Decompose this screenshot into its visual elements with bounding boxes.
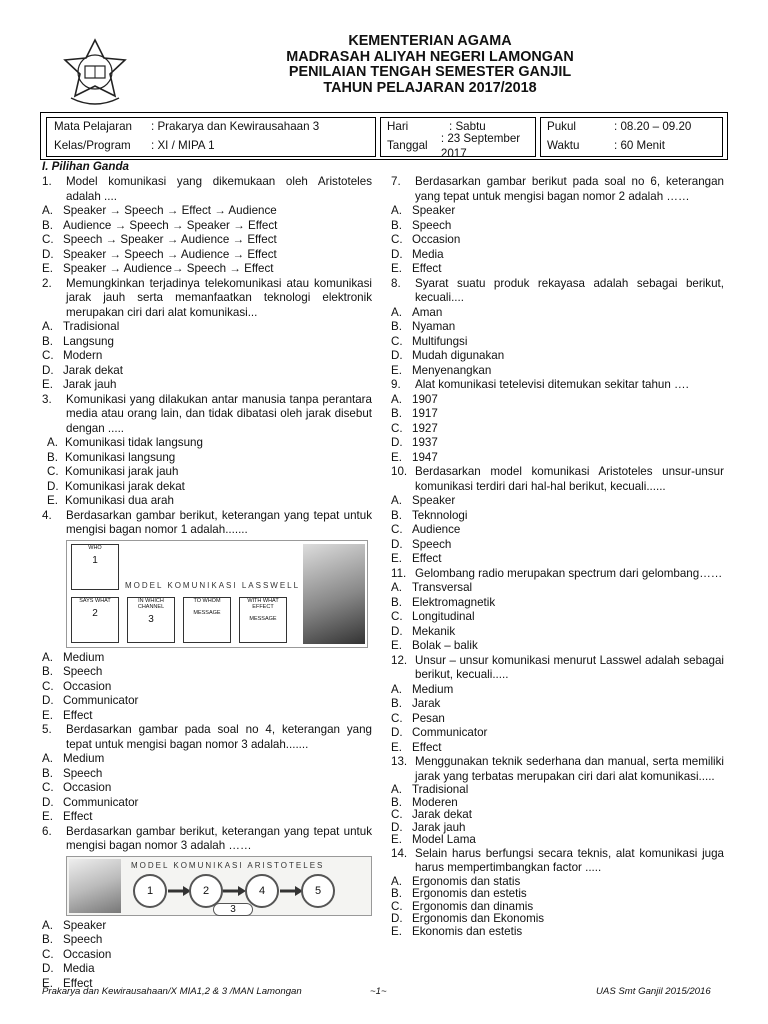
option-c[interactable]: C. 1927 [391,421,438,435]
option-e[interactable]: E. Ekonomis dan estetis [391,924,523,938]
option-d[interactable]: D. Speaker → Speech → Audience → Effect [42,247,277,261]
option-list [391,784,724,847]
question-text: Berdasarkan gambar berikut, keterangan yang tepat untuk mengisi bagan nomor 1 adalah....... [66,508,372,536]
option-d[interactable]: D. Jarak jauh [391,820,466,834]
option-list [42,919,372,992]
question-number: 1. [42,175,52,188]
question-number: 7. [391,175,401,188]
option-e[interactable]: E. Effect [391,552,442,565]
option-c[interactable]: C. Occasion [391,233,461,246]
date-value: : 23 September 2017 [440,132,521,160]
option-list [42,204,372,277]
question-number: 6. [42,824,52,838]
question-number: 9. [391,378,401,391]
lasswell-title: MODEL KOMUNIKASI LASSWELL [125,580,301,590]
question-14 [391,847,724,939]
option-b[interactable]: B. Speech [42,766,103,780]
option-b[interactable]: B. Audience → Speech → Speaker → Effect [42,218,278,232]
question-text: Syarat suatu produk rekayasa adalah sebagai berikut, kecuali.... [415,276,724,304]
aristoteles-model-figure [66,856,372,916]
option-d[interactable]: D. Speech [391,537,452,551]
question-7 [391,175,724,277]
option-a[interactable]: A. 1907 [391,392,438,406]
footer-exam-note: UAS Smt Ganjil 2015/2016 [596,986,711,997]
option-c[interactable]: C. Longitudinal [391,610,475,623]
option-d[interactable]: D. 1937 [391,436,438,449]
time-label: Pukul [547,120,577,134]
option-list [391,494,724,567]
question-number: 12. [391,653,408,667]
duration-label: Waktu [547,139,580,153]
option-list [42,752,372,825]
option-list [391,876,724,939]
subject-value: : Prakarya dan Kewirausahaan 3 [151,120,320,134]
option-b[interactable]: B. Teknnologi [391,508,468,522]
day-label: Hari [387,120,409,134]
option-a[interactable]: A. Komunikasi tidak langsung [47,436,203,449]
option-d[interactable]: D. Communicator [42,694,139,707]
question-10 [391,465,724,567]
option-d[interactable]: D. Media [42,962,95,975]
option-e[interactable]: E. Effect [391,740,442,754]
question-text: Unsur – unsur komunikasi menurut Lasswel adalah sebagai berikut, kecuali..... [415,653,724,681]
option-a[interactable]: A. Transversal [391,581,473,594]
day-value: : Sabtu [449,120,486,134]
question-number: 2. [42,276,52,290]
option-e[interactable]: E. Komunikasi dua arah [47,494,174,507]
option-d[interactable]: D. Communicator [42,795,139,809]
option-e[interactable]: E. Jarak jauh [42,378,117,391]
lasswell-box-says-what: SAYS WHAT 2 [71,597,119,643]
lasswell-box-who: WHO 1 [71,544,119,590]
option-a[interactable]: A. Speaker [391,494,456,507]
option-c[interactable]: C. Speech → Speaker → Audience → Effect [42,233,277,246]
option-e[interactable]: E. Menyenangkan [391,363,492,377]
question-11 [391,567,724,654]
option-b[interactable]: B. Speech [42,933,103,946]
kementerian-agama-logo [59,38,131,110]
question-12 [391,654,724,756]
aristoteles-node-4: 4 [245,874,279,908]
option-d[interactable]: D. Jarak dekat [42,363,123,377]
option-a[interactable]: A. Speaker → Speech → Effect → Audience [42,204,277,217]
option-b[interactable]: B. Jarak [391,697,441,710]
question-9 [391,378,724,465]
aristoteles-node-3: 3 [213,903,253,916]
option-list [42,320,372,393]
option-e[interactable]: E. Speaker → Audience→ Speech → Effect [42,262,274,275]
question-text: Alat komunikasi tetelevisi ditemukan sekitar tahun …. [415,378,689,391]
option-b[interactable]: B. Elektromagnetik [391,595,496,609]
option-d[interactable]: D. Mudah digunakan [391,349,505,362]
aristoteles-node-2: 2 [189,874,223,908]
option-b[interactable]: B. Komunikasi langsung [47,450,176,464]
option-a[interactable]: A. Aman [391,305,443,319]
option-c[interactable]: C. Ergonomis dan dinamis [391,899,534,913]
option-list [42,436,372,509]
question-text: Model komunikasi yang dikemukaan oleh Aristoteles adalah .... [66,175,372,203]
option-a[interactable]: A. Tradisional [42,320,120,333]
class-value: : XI / MIPA 1 [151,139,215,153]
option-b[interactable]: B. 1917 [391,407,438,420]
option-a[interactable]: A. Speaker [391,204,456,217]
option-c[interactable]: C. Komunikasi jarak jauh [47,465,179,478]
option-c[interactable]: C. Modern [42,349,103,362]
option-e[interactable]: E. Effect [391,262,442,275]
option-a[interactable]: A. Medium [42,650,105,664]
subject-label: Mata Pelajaran [54,120,132,134]
option-a[interactable]: A. Medium [42,752,105,765]
question-number: 5. [42,723,52,736]
option-e[interactable]: E. Bolak – balik [391,639,478,652]
option-b[interactable]: B. Speech [391,218,452,232]
header-line-school: MADRASAH ALIYAH NEGERI LAMONGAN [286,48,574,65]
option-d[interactable]: D. Communicator [391,726,488,739]
question-4 [42,509,372,724]
option-list [391,306,724,379]
option-c[interactable]: C. Jarak dekat [391,808,472,821]
question-text: Gelombang radio merupakan spectrum dari gelombang…… [415,566,723,580]
option-list [391,683,724,756]
document-header [150,34,710,96]
question-5 [42,723,372,825]
info-cell-time [540,117,723,157]
option-e[interactable]: E. Effect [42,976,93,990]
question-text: Berdasarkan gambar pada soal no 4, keterangan yang tepat untuk mengisi bagan nomor 3 adalah....... [66,723,372,751]
option-b[interactable]: B. Langsung [42,334,114,348]
lasswell-box-to-whom: TO WHOM MESSAGE [183,597,231,643]
option-list [391,204,724,277]
question-number: 14. [391,846,408,860]
option-e[interactable]: E. Effect [42,708,93,722]
header-line-exam: PENILAIAN TENGAH SEMESTER GANJIL [288,64,572,80]
class-label: Kelas/Program [54,139,131,153]
option-d[interactable]: D. Mekanik [391,624,456,638]
question-3 [42,393,372,509]
question-number: 8. [391,276,401,290]
option-b[interactable]: B. Ergonomis dan estetis [391,887,527,900]
option-b[interactable]: B. Speech [42,665,103,678]
option-a[interactable]: A. Speaker [42,918,107,932]
option-e[interactable]: E. Model Lama [391,833,476,846]
header-line-year: TAHUN PELAJARAN 2017/2018 [323,79,537,96]
question-6 [42,825,372,992]
option-a[interactable]: A. Tradisional [391,783,469,796]
aristoteles-node-1: 1 [133,874,167,908]
question-number: 13. [391,755,408,768]
footer-page-number: ~1~ [370,986,387,997]
option-list [391,393,724,466]
question-1 [42,175,372,277]
info-cell-subject [46,117,376,157]
option-c[interactable]: C. Audience [391,523,461,536]
info-cell-date [380,117,536,160]
option-d[interactable]: D. Media [391,247,444,261]
question-8 [391,277,724,379]
question-number: 3. [42,392,52,406]
question-number: 10. [391,465,408,478]
option-b[interactable]: B. Nyaman [391,320,456,333]
questions-right-column [391,175,724,938]
option-list [42,651,372,724]
question-2 [42,277,372,393]
footer-subject: Prakarya dan Kewirausahaan/X MIA1,2 & 3 /MAN Lamongan [42,986,302,997]
option-a[interactable]: A. Ergonomis dan statis [391,874,521,888]
option-c[interactable]: C. Occasion [42,679,112,693]
option-e[interactable]: E. 1947 [391,450,438,464]
question-text: Berdasarkan gambar berikut, keterangan yang tepat untuk mengisi bagan nomor 3 adalah …… [66,824,372,852]
question-number: 11. [391,566,407,580]
time-value: : 08.20 – 09.20 [614,120,692,134]
question-text: Berdasarkan gambar berikut pada soal no 6, keterangan yang tepat untuk mengisi bagan nomor 2 adalah …… [415,175,724,203]
option-c[interactable]: C. Occasion [42,781,112,794]
question-text: Berdasarkan model komunikasi Aristoteles unsur-unsur komunikasi terdiri dari hal-hal berikut, kecuali...... [415,465,724,493]
option-list [391,581,724,654]
exam-info-table [40,112,728,160]
option-d[interactable]: D. Komunikasi jarak dekat [47,479,185,493]
option-c[interactable]: C. Multifungsi [391,334,468,348]
date-label: Tanggal [387,139,428,153]
duration-value: : 60 Menit [614,139,665,153]
question-text: Memungkinkan terjadinya telekomunikasi atau komunikasi jarak jauh serta memanfaatkan teknologi elektronik merupakan ciri dari alat komunikasi... [66,276,372,319]
option-c[interactable]: C. Occasion [42,947,112,961]
lasswell-box-effect: WITH WHAT EFFECT MESSAGE [239,597,287,643]
question-number: 4. [42,508,52,522]
option-c[interactable]: C. Pesan [391,711,445,725]
option-a[interactable]: A. Medium [391,682,454,696]
lasswell-model-figure [66,540,368,648]
question-13 [391,755,724,847]
question-text: Komunikasi yang dilakukan antar manusia tanpa perantara media atau orang lain, dan tidak dibatasi oleh jarak disebut dengan ..... [66,392,372,435]
question-text: Selain harus berfungsi secara teknis, alat komunikasi juga harus mempertimbangkan factor ..... [415,846,724,874]
section-title: I. Pilihan Ganda [42,160,129,173]
lasswell-box-channel: IN WHICH CHANNEL 3 [127,597,175,643]
option-e[interactable]: E. Effect [42,810,93,823]
question-text: Menggunakan teknik sederhana dan manual, serta memiliki jarak yang terbatas merupakan ciri dari alat komunikasi..... [415,755,724,783]
option-b[interactable]: B. Moderen [391,795,458,809]
questions-left-column [42,175,372,991]
aristoteles-title: MODEL KOMUNIKASI ARISTOTELES [131,860,325,870]
aristoteles-node-5: 5 [301,874,335,908]
header-line-ministry: KEMENTERIAN AGAMA [348,33,512,49]
option-d[interactable]: D. Ergonomis dan Ekonomis [391,912,545,925]
lasswell-portrait [303,544,365,644]
